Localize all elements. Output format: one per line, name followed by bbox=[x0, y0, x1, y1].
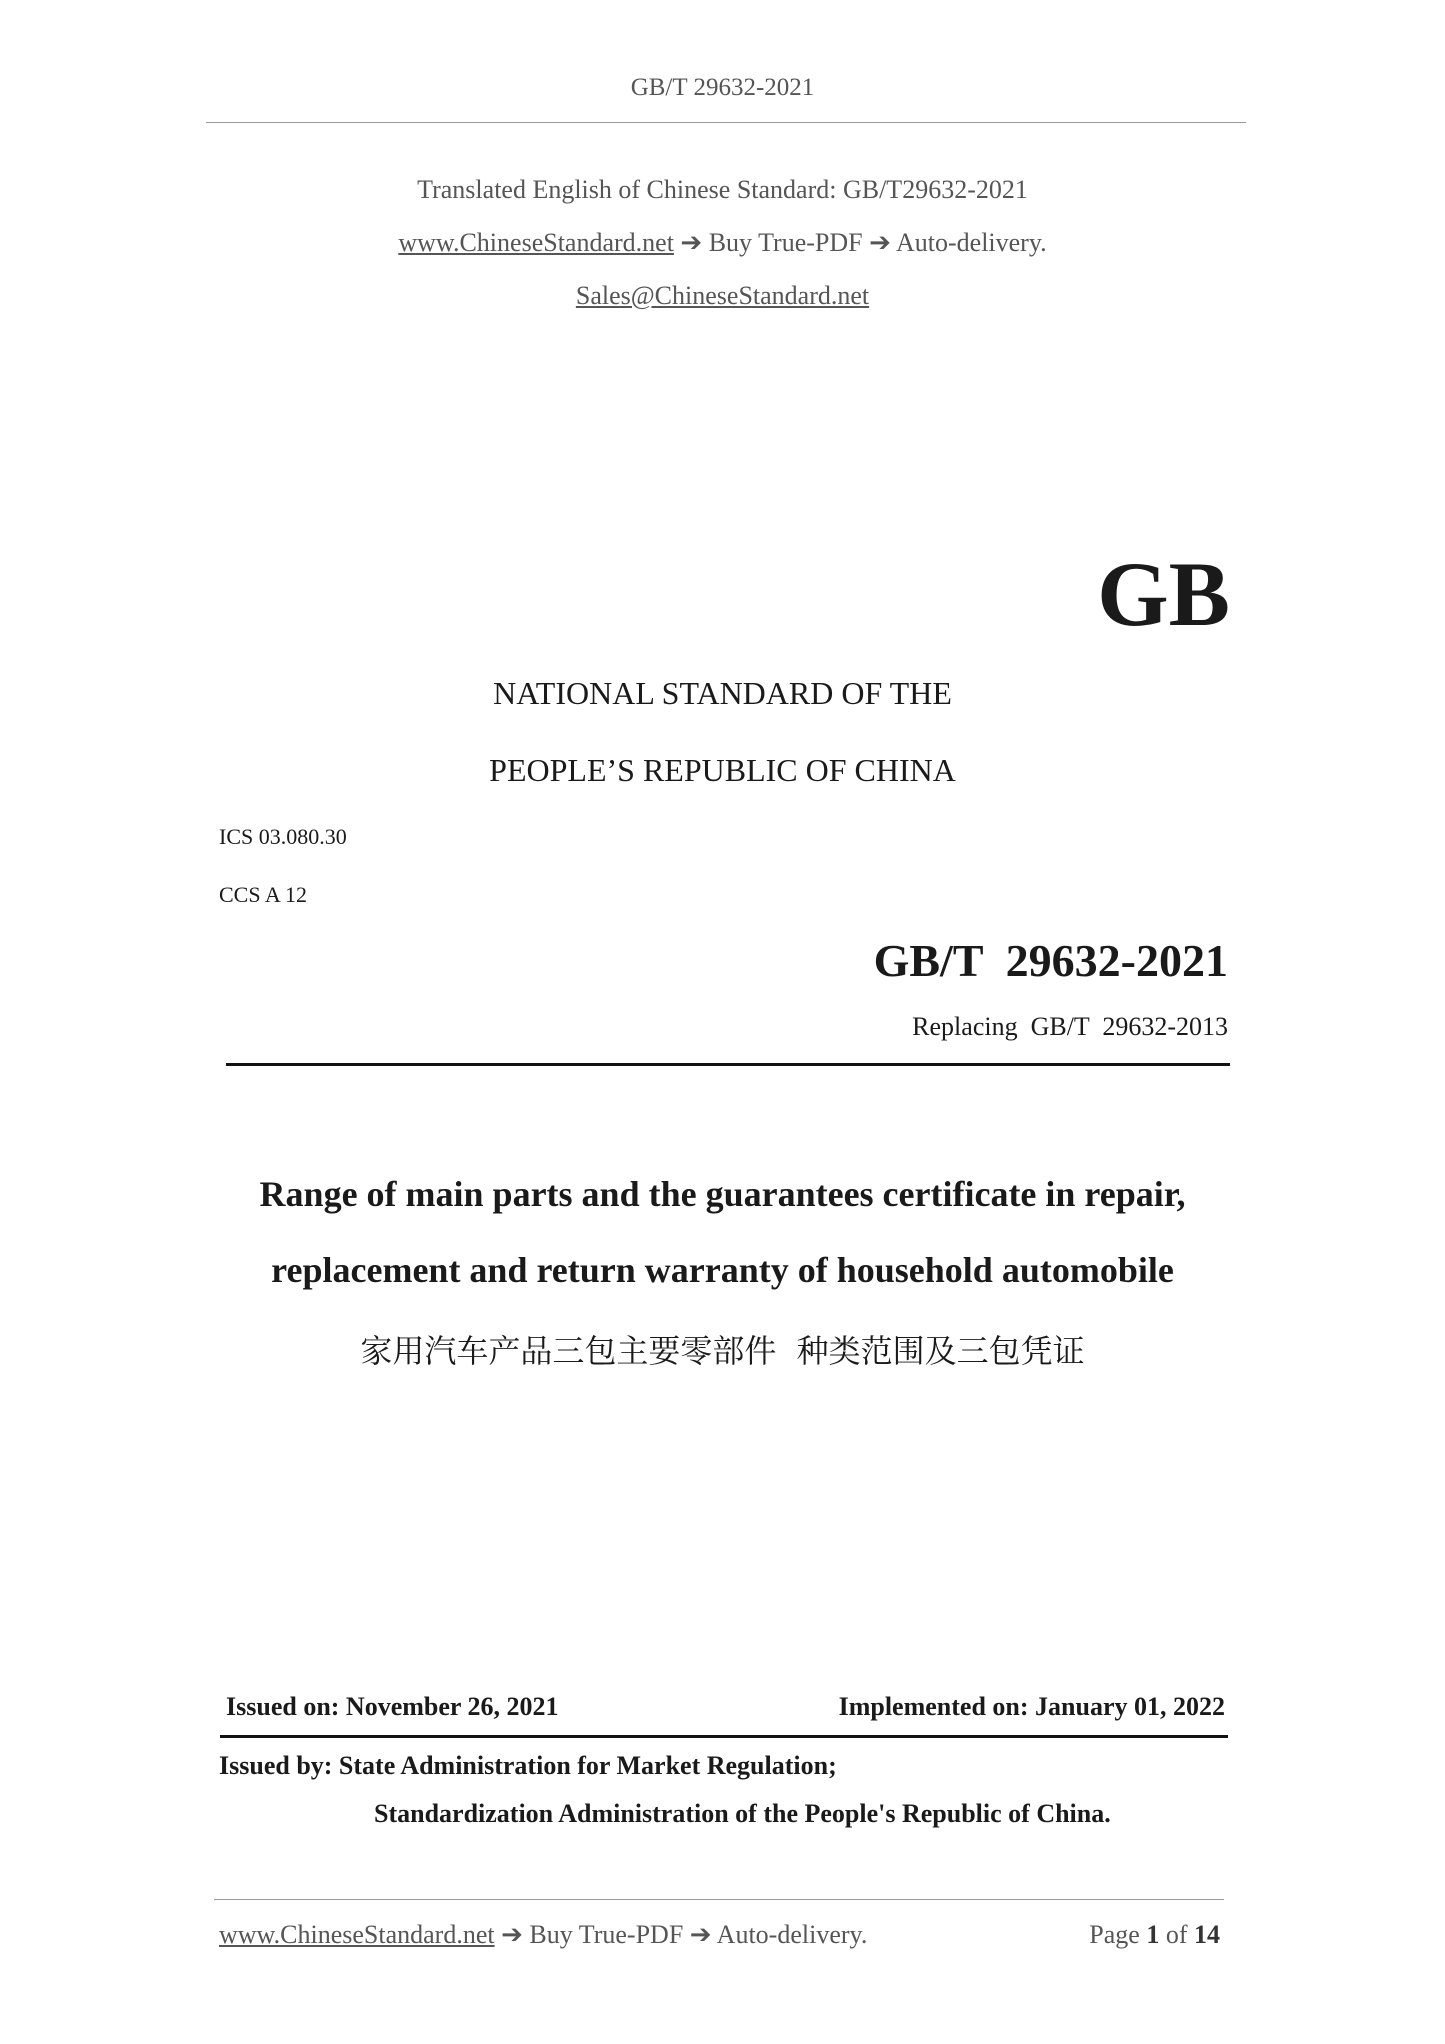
arrow-icon: ➔ bbox=[680, 228, 703, 257]
gb-mark: GB bbox=[1097, 543, 1230, 645]
national-standard-line1: NATIONAL STANDARD OF THE bbox=[493, 675, 952, 711]
title-en-line2: replacement and return warranty of household automobile bbox=[271, 1250, 1174, 1290]
running-header: GB/T 29632-2021 bbox=[630, 74, 815, 101]
arrow-icon: ➔ bbox=[501, 1920, 523, 1949]
ccs-code: CCS A 12 bbox=[219, 882, 308, 907]
page-of: of bbox=[1165, 1920, 1188, 1949]
cover-divider bbox=[226, 1063, 1230, 1066]
title-en-line1: Range of main parts and the guarantees certificate in repair, bbox=[259, 1174, 1186, 1214]
arrow-icon: ➔ bbox=[689, 1920, 712, 1949]
title-cn: 家用汽车产品三包主要零部件 种类范围及三包凭证 bbox=[360, 1332, 1085, 1370]
email-link[interactable]: Sales@ChineseStandard.net bbox=[575, 281, 870, 310]
page-indicator bbox=[1089, 1920, 1220, 1950]
replacing-standard: Replacing GB/T 29632-2013 bbox=[912, 1012, 1228, 1041]
promo-links bbox=[0, 228, 1445, 258]
footer-buy-text: Buy True-PDF bbox=[529, 1920, 684, 1949]
issued-by-line2: Standardization Administration of the People's Republic of China. bbox=[374, 1799, 1111, 1828]
issue-divider bbox=[220, 1735, 1228, 1738]
implemented-on: Implemented on: January 01, 2022 bbox=[838, 1692, 1225, 1721]
page-current: 1 bbox=[1146, 1920, 1160, 1949]
delivery-text: Auto-delivery. bbox=[896, 228, 1047, 257]
ics-code: ICS 03.080.30 bbox=[219, 824, 347, 849]
issued-on: Issued on: November 26, 2021 bbox=[226, 1692, 559, 1721]
footer-links bbox=[219, 1920, 867, 1950]
page-total: 14 bbox=[1194, 1920, 1220, 1949]
issued-by-line1: Issued by: State Administration for Market Regulation; bbox=[219, 1751, 837, 1780]
site-link[interactable]: www.ChineseStandard.net bbox=[398, 228, 674, 257]
email-row bbox=[0, 281, 1445, 311]
page-label: Page bbox=[1089, 1920, 1140, 1949]
national-standard-line2: PEOPLE’S REPUBLIC OF CHINA bbox=[489, 752, 956, 788]
header-divider bbox=[206, 122, 1246, 123]
standard-number: GB/T 29632-2021 bbox=[873, 935, 1228, 986]
footer-delivery-text: Auto-delivery. bbox=[716, 1920, 868, 1949]
footer-divider bbox=[214, 1899, 1224, 1900]
buy-text: Buy True-PDF bbox=[708, 228, 863, 257]
promo-line: Translated English of Chinese Standard: GB/T29632-2021 bbox=[417, 175, 1028, 204]
footer-site-link[interactable]: www.ChineseStandard.net bbox=[219, 1920, 495, 1949]
arrow-icon: ➔ bbox=[869, 228, 891, 257]
